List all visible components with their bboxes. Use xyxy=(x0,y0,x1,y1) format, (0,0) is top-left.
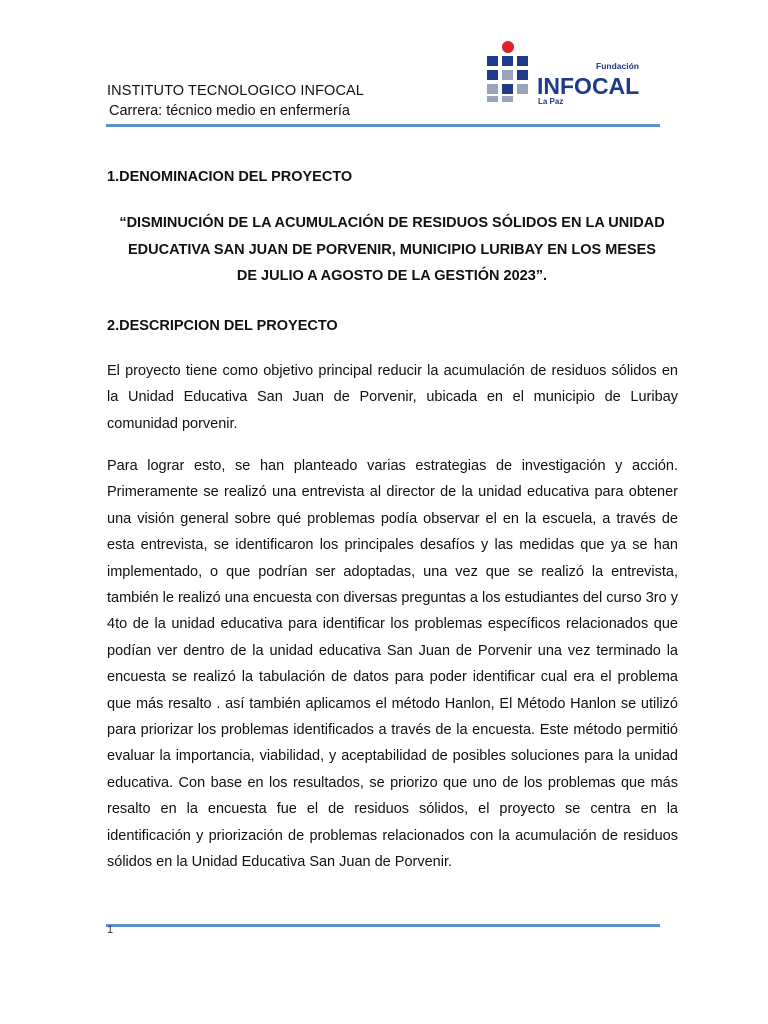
footer-rule xyxy=(106,924,660,927)
header-institute: INSTITUTO TECNOLOGICO INFOCAL xyxy=(107,83,364,99)
logo-main-text: INFOCAL xyxy=(537,73,640,99)
header-rule xyxy=(106,124,660,127)
logo-top-text: Fundación xyxy=(596,61,639,71)
page-number: 1 xyxy=(107,924,114,936)
logo-sub-text: La Paz xyxy=(538,97,564,106)
description-paragraph-1: El proyecto tiene como objetivo principal reducir la acumulación de residuos sólidos en la Unidad Educativa San Juan de Porvenir, ubicada en el municipio de Luribay comunidad porvenir. xyxy=(107,363,678,432)
project-title-line: EDUCATIVA SAN JUAN DE PORVENIR, MUNICIPIO LURIBAY EN LOS MESES xyxy=(128,241,656,258)
logo-red-dot xyxy=(502,41,514,53)
header-career: Carrera: técnico medio en enfermería xyxy=(109,103,350,119)
section2-heading: 2.DESCRIPCION DEL PROYECTO xyxy=(107,318,338,334)
project-title-line: DE JULIO A AGOSTO DE LA GESTIÓN 2023”. xyxy=(236,268,548,284)
description-paragraph-2: Para lograr esto, se han planteado varias estrategias de investigación y acción. Primeramente se realizó una entrevista al director de la unidad educativa para obtener una visión general sobre qué problemas podía observar el en la escuela, a través de esta entrevista, se identificaron los principales desafíos y las medidas que ya se han implementado, o que podrían ser adoptadas, una vez que se realizó la entrevista, también le realizó una encuesta con diversas preguntas a los estudiantes del curso 3ro y 4to de la unidad educativa para identificar los problemas específicos relacionados que podían ver dentro de la unidad educativa San Juan de Porvenir una vez terminado la encuesta se realizó la tabulación de datos para poder identificar cual era el problema que más resalto . así también aplicamos el método Hanlon, El Método Hanlon se utilizó para priorizar los problemas identificados a través de la encuesta. Este método permitió evaluar la importancia, viabilidad, y aceptabilidad de posibles soluciones para la unidad educativa. Con base en los resultados, se priorizo que uno de los problemas que más resalto en la encuesta fue el de residuos sólidos, el proyecto se centra en la identificación y priorización de problemas relacionados con la acumulación de residuos sólidos en la Unidad Educativa San Juan de Porvenir. xyxy=(107,458,678,871)
infocal-logo xyxy=(485,40,655,106)
logo-grid xyxy=(487,56,528,102)
project-title-line: “DISMINUCIÓN DE LA ACUMULACIÓN DE RESIDUOS SÓLIDOS EN LA UNIDAD xyxy=(119,215,665,231)
section1-heading: 1.DENOMINACION DEL PROYECTO xyxy=(107,169,353,185)
project-title xyxy=(106,210,678,290)
